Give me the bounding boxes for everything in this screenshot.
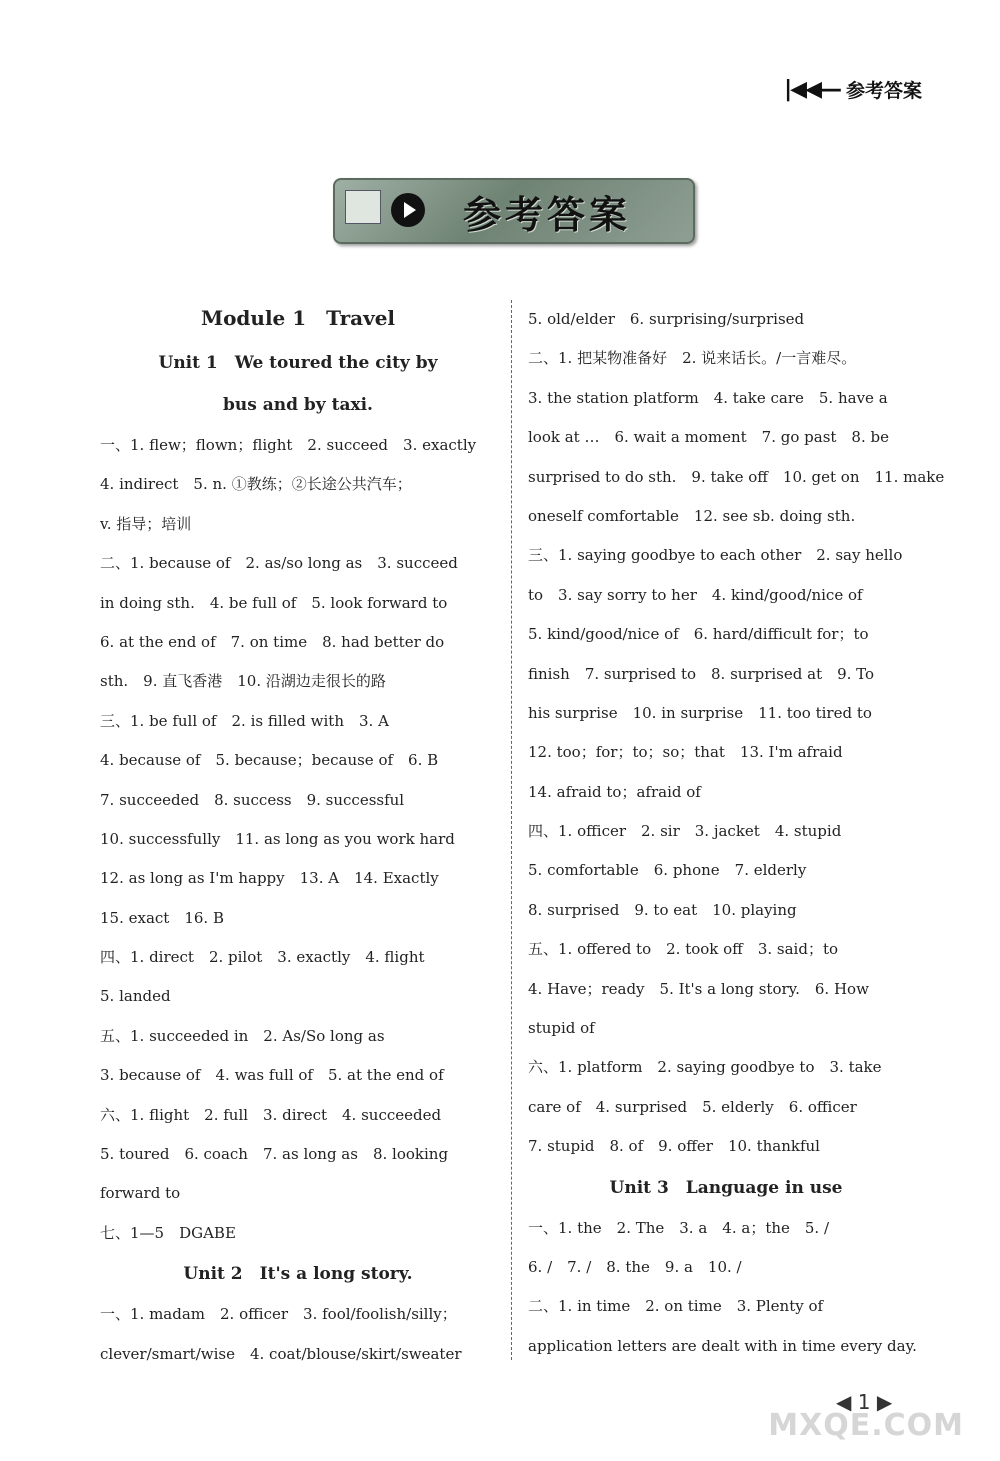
unit2-heading: Unit 2 It's a long story.	[183, 1264, 413, 1285]
answer-line: 六、1. flight 2. full 3. direct 4. succeeded	[100, 1105, 442, 1124]
answer-line: care of 4. surprised 5. elderly 6. officer	[528, 1097, 857, 1116]
answer-line: in doing sth. 4. be full of 5. look forward to	[100, 593, 448, 612]
watermark: MXQE.COM	[768, 1408, 964, 1443]
answer-line: 二、1. in time 2. on time 3. Plenty of	[528, 1297, 824, 1316]
answer-line: finish 7. surprised to 8. surprised at 9. To	[528, 664, 875, 683]
answer-line: 五、1. offered to 2. took off 3. said；to	[528, 940, 839, 959]
answer-line: oneself comfortable 12. see sb. doing sth.	[528, 506, 856, 525]
rewind-icon: |◀◀—	[784, 77, 840, 102]
answer-line: 5. comfortable 6. phone 7. elderly	[528, 861, 807, 880]
banner-title: 参考答案	[463, 193, 632, 237]
answer-line: surprised to do sth. 9. take off 10. get on 11. make	[528, 467, 945, 486]
answer-line: 四、1. officer 2. sir 3. jacket 4. stupid	[528, 822, 842, 841]
right-column	[528, 300, 945, 1366]
header-title: 参考答案	[845, 80, 922, 102]
answer-line: 二、1. because of 2. as/so long as 3. succeed	[100, 554, 458, 573]
answer-line: 5. kind/good/nice of 6. hard/difficult for；to	[528, 625, 869, 644]
answer-line: 3. the station platform 4. take care 5. have a	[528, 388, 888, 407]
answer-line: 7. stupid 8. of 9. offer 10. thankful	[528, 1137, 820, 1156]
answer-line: 5. toured 6. coach 7. as long as 8. looking	[100, 1145, 449, 1164]
answer-line: 六、1. platform 2. saying goodbye to 3. take	[528, 1058, 882, 1077]
answer-line: 12. too；for；to；so；that 13. I'm afraid	[528, 743, 843, 762]
answer-line: 14. afraid to；afraid of	[528, 782, 701, 801]
answer-line: 15. exact 16. B	[100, 908, 224, 927]
answer-line: 四、1. direct 2. pilot 3. exactly 4. flight	[100, 948, 425, 967]
answer-line: application letters are dealt with in time every day.	[528, 1336, 917, 1355]
left-column	[100, 300, 496, 1374]
unit1-answers	[100, 426, 496, 1253]
unit3-answers	[528, 1209, 924, 1367]
answer-line: v. 指导；培训	[100, 514, 192, 533]
answer-line: 8. surprised 9. to eat 10. playing	[528, 900, 797, 919]
answer-line: 一、1. the 2. The 3. a 4. a；the 5. /	[528, 1218, 830, 1237]
column-divider	[511, 300, 512, 1360]
answer-line: his surprise 10. in surprise 11. too tired to	[528, 703, 872, 722]
answer-line: 3. because of 4. was full of 5. at the end of	[100, 1066, 444, 1085]
unit1-heading-line1: Unit 1 We toured the city by	[158, 353, 438, 373]
module-heading: Module 1 Travel	[200, 306, 396, 330]
notebook-icon	[345, 190, 381, 224]
answer-line: clever/smart/wise 4. coat/blouse/skirt/sweater	[100, 1344, 462, 1363]
answer-line: 4. because of 5. because；because of 6. B	[100, 751, 439, 770]
answer-line: 三、1. be full of 2. is filled with 3. A	[100, 711, 389, 730]
unit2-answers-continued	[528, 300, 945, 1167]
answer-line: 五、1. succeeded in 2. As/So long as	[100, 1026, 385, 1045]
unit3-heading: Unit 3 Language in use	[609, 1177, 843, 1198]
answer-line: 6. / 7. / 8. the 9. a 10. /	[528, 1257, 742, 1276]
page-header	[784, 76, 922, 103]
answer-line: 5. old/elder 6. surprising/surprised	[528, 310, 805, 328]
answer-line: 5. landed	[100, 987, 171, 1006]
answer-line: 4. Have；ready 5. It's a long story. 6. How	[528, 979, 869, 998]
answer-line: look at … 6. wait a moment 7. go past 8. be	[528, 428, 889, 447]
answer-line: stupid of	[528, 1019, 595, 1038]
answer-line: 二、1. 把某物准备好 2. 说来话长。/一言难尽。	[528, 349, 857, 368]
answer-line: forward to	[100, 1184, 181, 1203]
answer-line: 6. at the end of 7. on time 8. had better do	[100, 632, 445, 651]
answer-line: 7. succeeded 8. success 9. successful	[100, 790, 405, 809]
answer-line: 4. indirect 5. n. ①教练；②长途公共汽车；	[100, 475, 412, 494]
answer-line: 一、1. flew；flown；flight 2. succeed 3. exactly	[100, 436, 477, 454]
answer-line: sth. 9. 直飞香港 10. 沿湖边走很长的路	[100, 672, 386, 691]
answer-line: 七、1—5 DGABE	[100, 1223, 236, 1242]
unit2-answers	[100, 1295, 496, 1374]
answer-line: 10. successfully 11. as long as you work hard	[100, 829, 455, 848]
answer-line: 一、1. madam 2. officer 3. fool/foolish/silly；	[100, 1305, 457, 1324]
title-banner	[333, 178, 695, 244]
answer-line: to 3. say sorry to her 4. kind/good/nice of	[528, 585, 863, 604]
answer-line: 三、1. saying goodbye to each other 2. say hello	[528, 546, 903, 565]
play-icon	[391, 193, 425, 227]
answer-line: 12. as long as I'm happy 13. A 14. Exactly	[100, 869, 439, 888]
page-number: ◀ 1 ▶	[836, 1390, 893, 1414]
unit1-heading-line2: bus and by taxi.	[223, 395, 373, 415]
